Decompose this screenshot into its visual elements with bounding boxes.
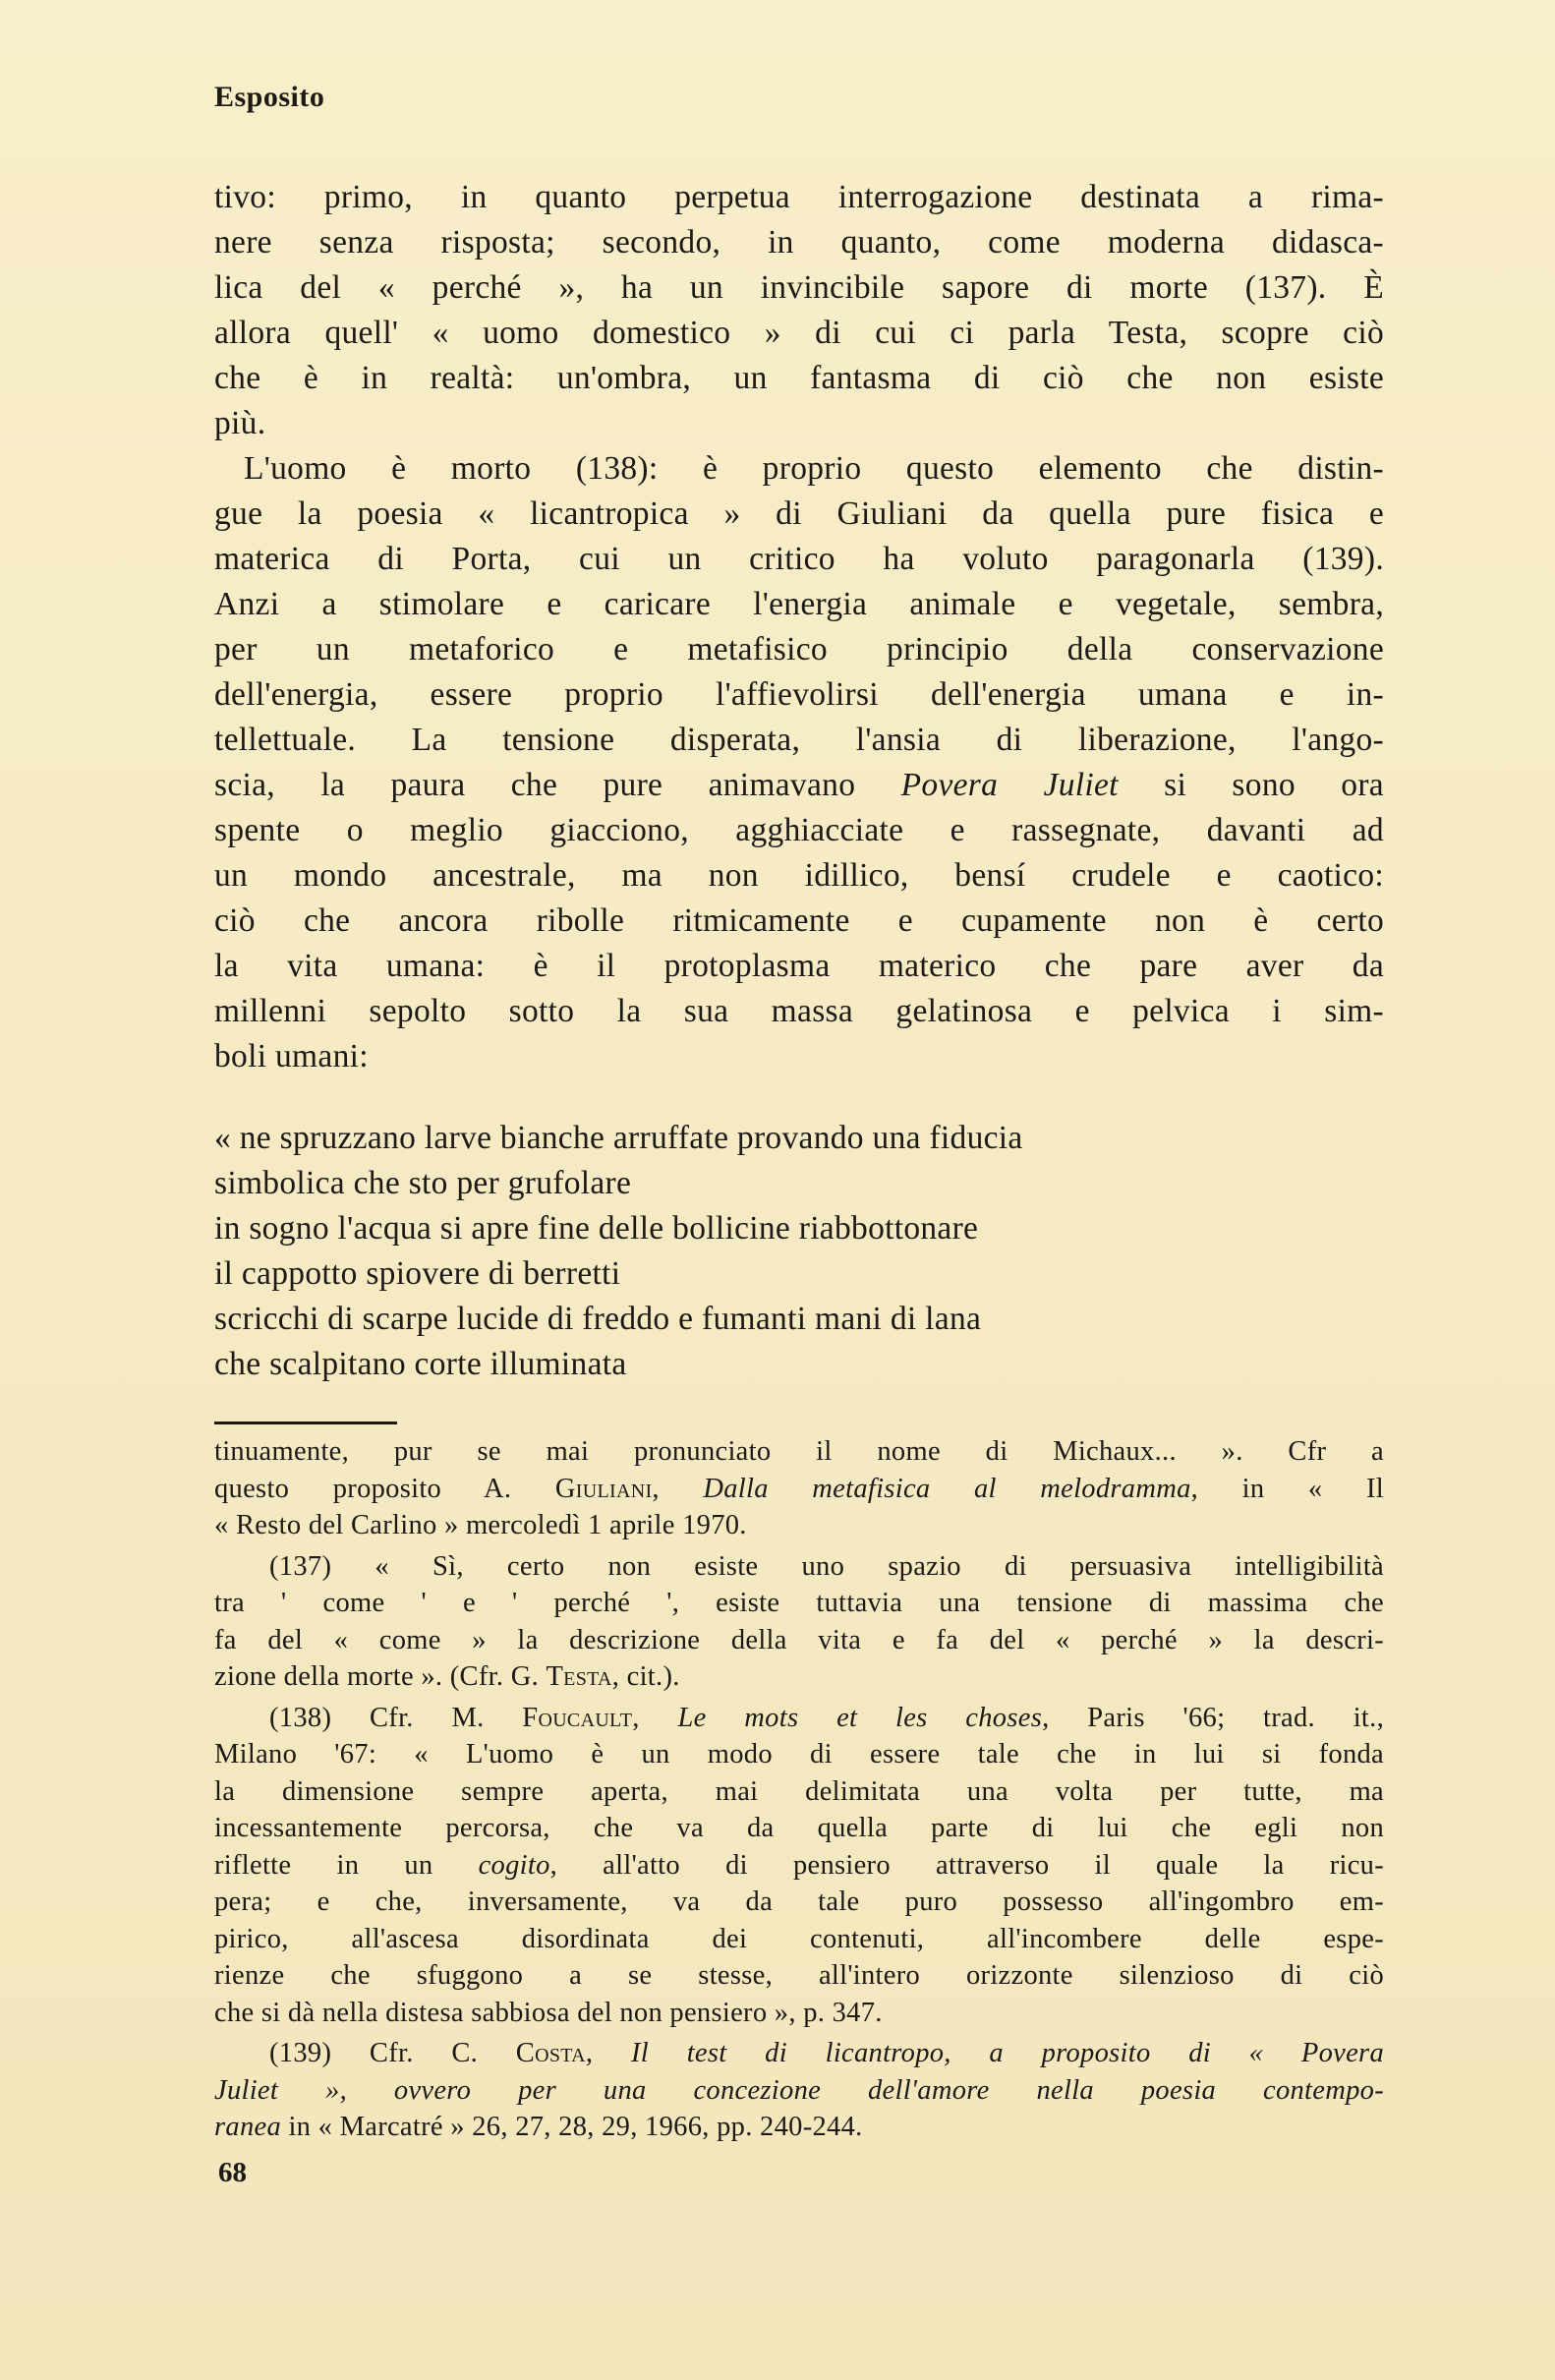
body-line: allora quell' « uomo domestico » di cui ci parla Testa, scopre ciò (214, 315, 1384, 351)
footnote-line: « Resto del Carlino » mercoledì 1 aprile 1970. (214, 1510, 747, 1540)
body-text (214, 175, 1384, 1079)
body-text-span: scia, la paura che pure animavano (214, 767, 856, 803)
verse-line: scricchi di scarpe lucide di freddo e fumanti mani di lana (214, 1301, 982, 1337)
verse-line: in sogno l'acqua si apre fine delle bollicine riabbottonare (214, 1210, 979, 1247)
footnote-line: fa del « come » la descrizione della vita e fa del « perché » la descri- (214, 1624, 1384, 1655)
body-line: nere senza risposta; secondo, in quanto, come moderna didasca- (214, 224, 1384, 261)
footnote-138: (138) Cfr. M. Foucault, Le mots et les choses, Paris '66; trad. it., (269, 1702, 1384, 1733)
footnote-line: Juliet », ovvero per una concezione dell'amore nella poesia contempo- (214, 2074, 1384, 2106)
body-line: spente o meglio giacciono, agghiacciate e rassegnate, davanti ad (214, 812, 1384, 848)
footnote-line: riflette in un cogito, all'atto di pensiero attraverso il quale la ricu- (214, 1849, 1384, 1881)
body-line: Anzi a stimolare e caricare l'energia animale e vegetale, sembra, (214, 586, 1384, 622)
verse-line: che scalpitano corte illuminata (214, 1346, 627, 1382)
footnote-line: zione della morte ». (Cfr. G. Testa, cit.). (214, 1661, 680, 1692)
body-line-with-title (214, 763, 1384, 808)
footnote-line: pera; e che, inversamente, va da tale puro possesso all'ingombro em- (214, 1887, 1384, 1917)
footnote-line: tra ' come ' e ' perché ', esiste tuttavia una tensione di massima che (214, 1588, 1384, 1618)
footnote-line: Milano '67: « L'uomo è un modo di essere tale che in lui si fonda (214, 1739, 1384, 1770)
verse-quotation (214, 1116, 1384, 1387)
body-line: più. (214, 405, 266, 441)
footnote-line: pirico, all'ascesa disordinata dei contenuti, all'incombere delle espe- (214, 1923, 1384, 1954)
running-head: Esposito (214, 81, 325, 113)
footnote-line: ranea in « Marcatré » 26, 27, 28, 29, 1966, pp. 240-244. (214, 2112, 863, 2142)
body-text-span: si sono ora (1164, 767, 1384, 803)
body-line: tivo: primo, in quanto perpetua interrogazione destinata a rima- (214, 179, 1384, 215)
body-line: boli umani: (214, 1038, 369, 1074)
page-number: 68 (218, 2157, 247, 2188)
footnote-line: che si dà nella distesa sabbiosa del non pensiero », p. 347. (214, 1997, 883, 2028)
footnote-137: (137) « Sì, certo non esiste uno spazio di persuasiva intelligibilità (269, 1550, 1384, 1582)
footnote-139: (139) Cfr. C. Costa, Il test di licantropo, a proposito di « Povera (269, 2038, 1384, 2068)
body-line: per un metaforico e metafisico principio della conservazione (214, 631, 1384, 668)
footnote-line: incessantemente percorsa, che va da quella parte di lui che egli non (214, 1813, 1384, 1843)
footnotes (214, 1433, 1384, 2146)
body-line: tellettuale. La tensione disperata, l'ansia di liberazione, l'ango- (214, 722, 1384, 758)
verse-line: simbolica che sto per grufolare (214, 1165, 632, 1201)
footnote-line: la dimensione sempre aperta, mai delimitata una volta per tutte, ma (214, 1775, 1384, 1807)
body-line: materica di Porta, cui un critico ha voluto paragonarla (139). (214, 541, 1384, 577)
footnote-line: questo proposito A. Giuliani, Dalla metafisica al melodramma, in « Il (214, 1473, 1384, 1504)
body-line: gue la poesia « licantropica » di Giuliani da quella pure fisica e (214, 495, 1384, 532)
footnote-line: rienze che sfuggono a se stesse, all'intero orizzonte silenzioso di ciò (214, 1960, 1384, 1991)
body-line: un mondo ancestrale, ma non idillico, bensí crudele e caotico: (214, 857, 1384, 894)
body-line: millenni sepolto sotto la sua massa gelatinosa e pelvica i sim- (214, 993, 1384, 1029)
verse-line: il cappotto spiovere di berretti (214, 1255, 621, 1292)
verse-line: « ne spruzzano larve bianche arruffate provando una fiducia (214, 1120, 1023, 1156)
body-line: che è in realtà: un'ombra, un fantasma di ciò che non esiste (214, 360, 1384, 396)
body-line: dell'energia, essere proprio l'affievolirsi dell'energia umana e in- (214, 676, 1384, 713)
body-line: ciò che ancora ribolle ritmicamente e cupamente non è certo (214, 902, 1384, 939)
body-line: L'uomo è morto (138): è proprio questo elemento che distin- (244, 450, 1384, 487)
footnote-line: tinuamente, pur se mai pronunciato il nome di Michaux... ». Cfr a (214, 1436, 1384, 1467)
footnote-rule (214, 1422, 397, 1424)
body-line: la vita umana: è il protoplasma materico che pare aver da (214, 948, 1384, 984)
body-line: lica del « perché », ha un invincibile sapore di morte (137). È (214, 269, 1384, 306)
book-title: Povera Juliet (900, 767, 1119, 803)
